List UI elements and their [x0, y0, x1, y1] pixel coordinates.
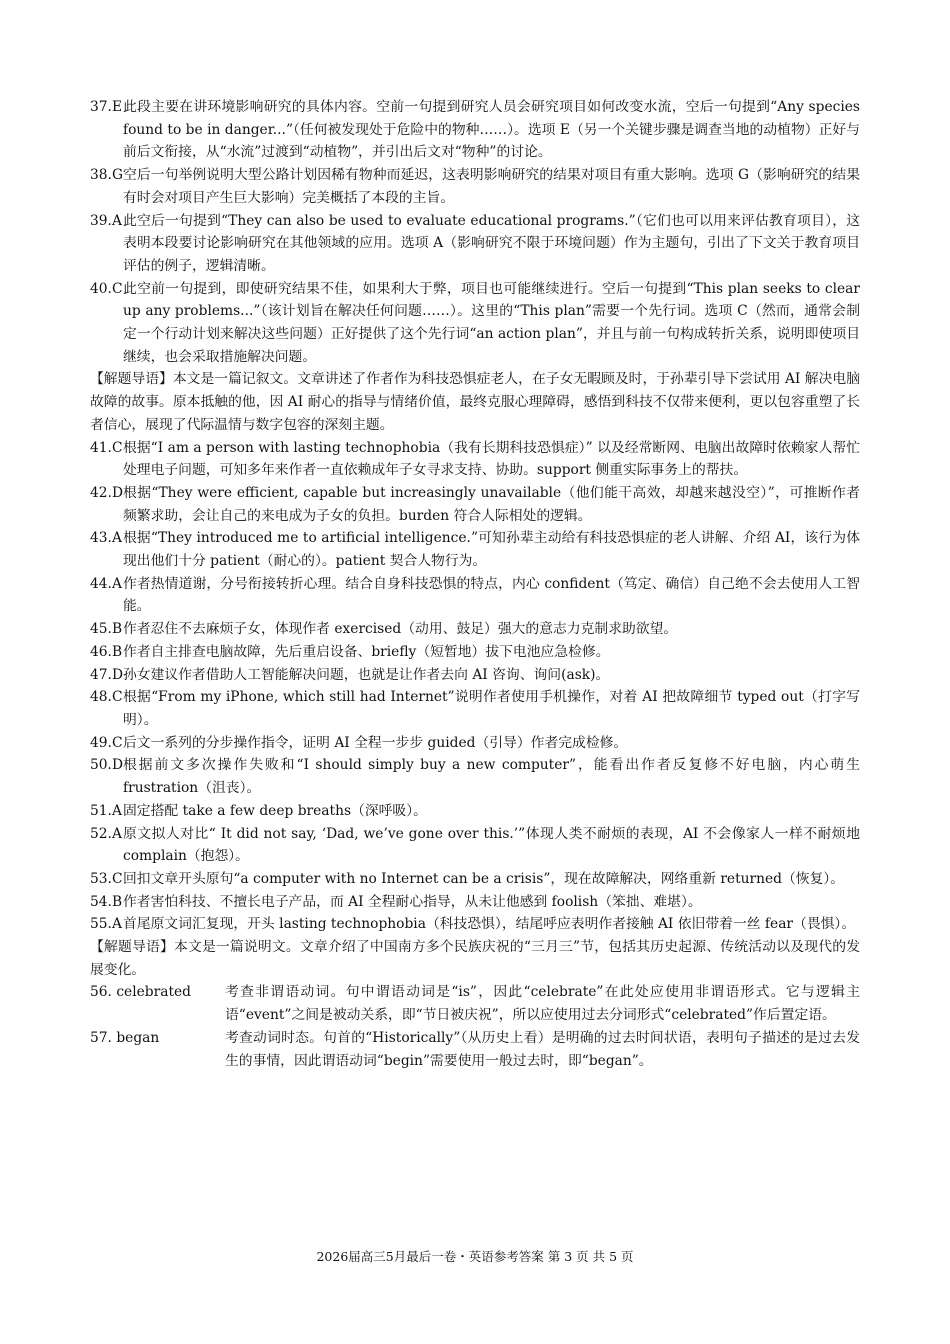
answer-item-51: [90, 800, 860, 823]
answer-number: 46.B: [90, 643, 123, 660]
answer-item-45: [90, 618, 860, 641]
answer-explanation: 考查动词时态。句首的“Historically”（从历史上看）是明确的过去时间状语，表明句子描述的是过去发生的事情，因此谓语动词“begin”需要使用一般过去时，即“began”。: [225, 1029, 860, 1069]
answer-item-54: [90, 891, 860, 914]
answer-item-48: [90, 686, 860, 731]
answer-item-50: [90, 754, 860, 799]
answer-number: 43.A: [90, 530, 122, 547]
answer-item-53: [90, 868, 860, 891]
answer-item-47: [90, 664, 860, 687]
answer-number: 39.A: [90, 212, 122, 229]
answer-explanation: 作者自主排查电脑故障，先后重启设备、briefly（短暂地）拔下电池应急检修。: [123, 643, 610, 660]
answer-explanation: 根据“They were efficient, capable but increasingly unavailable（他们能干高效，却越来越没空）”，可推断作者频繁求助，会让自己的来电成为子女的负担。burden 符合人际相处的逻辑。: [123, 484, 860, 524]
answer-item-43: [90, 527, 860, 572]
answer-explanation: 固定搭配 take a few deep breaths（深呼吸）。: [123, 802, 427, 819]
answer-item-39: [90, 210, 860, 278]
answer-item-37: [90, 96, 860, 164]
answer-number: 45.B: [90, 621, 123, 638]
answer-explanation: 此空前一句提到，即使研究结果不佳，如果利大于弊，项目也可能继续进行。空后一句提到“This plan seeks to clear up any problems...”（该计划旨在解决任何问题……）。这里的“This plan”需要一个先行词。选项 C（然而，通常会制定一个行动计划来解决这些问题）正好提供了这个先行词“an action plan”，并且与前一句构成转折关系，说明即使项目继续，也会采取措施解决问题。: [123, 280, 860, 365]
answer-number: 38.G: [90, 167, 123, 184]
passage-guide-expository: 【解题导语】本文是一篇说明文。文章介绍了中国南方多个民族庆祝的“三月三”节，包括其历史起源、传统活动以及现代的发展变化。: [90, 939, 860, 978]
answer-content: [90, 96, 860, 1072]
answer-number: 51.A: [90, 802, 122, 819]
answer-item-40: [90, 278, 860, 369]
answer-item-38: [90, 164, 860, 209]
answer-explanation: 原文拟人对比“ It did not say, ‘Dad, we’ve gone over this.’”体现人类不耐烦的表现，AI 不会像家人一样不耐烦地 complain（抱怨）。: [123, 825, 860, 865]
answer-explanation: 此段主要在讲环境影响研究的具体内容。空前一句提到研究人员会研究项目如何改变水流，空后一句提到“Any species found to be in danger...”（任何被发现处于危险中的物种……）。选项 E（另一个关键步骤是调查当地的动植物）正好与前后文衔接，从“水流”过渡到“动植物”，并引出后文对“物种”的讨论。: [123, 99, 860, 161]
answer-explanation: 根据“I am a person with lasting technophobia（我有长期科技恐惧症）” 以及经常断网、电脑出故障时依赖家人帮忙处理电子问题，可知多年来作者一直依赖成年子女寻求支持、协助。support 侧重实际事务上的帮扶。: [123, 439, 860, 479]
answer-number: 48.C: [90, 689, 123, 706]
answer-number: 42.D: [90, 484, 124, 501]
answer-item-55: [90, 913, 860, 936]
answer-explanation: 孙女建议作者借助人工智能解决问题，也就是让作者去向 AI 咨询、询问(ask)。: [123, 666, 610, 683]
answer-number: 52.A: [90, 825, 122, 842]
answer-number: 49.C: [90, 734, 123, 751]
answer-number: 56. celebrated: [90, 984, 191, 1001]
answer-explanation: 作者害怕科技、不擅长电子产品，而 AI 全程耐心指导，从未让他感到 foolish（笨拙、难堪）。: [123, 893, 702, 910]
answer-explanation: 回扣文章开头原句“a computer with no Internet can be a crisis”，现在故障解决，网络重新 returned（恢复）。: [123, 870, 845, 887]
answer-explanation: 根据前文多次操作失败和“I should simply buy a new computer”，能看出作者反复修不好电脑，内心萌生 frustration（沮丧）。: [123, 757, 860, 797]
answer-number: 44.A: [90, 575, 122, 592]
answer-explanation: 根据“They introduced me to artificial intelligence.”可知孙辈主动给有科技恐惧症的老人讲解、介绍 AI，该行为体现出他们十分 patient（耐心的）。patient 契合人物行为。: [123, 530, 860, 570]
answer-number: 40.C: [90, 280, 123, 297]
answer-number: 55.A: [90, 916, 122, 933]
answer-number: 50.D: [90, 757, 124, 774]
answer-explanation: 空后一句举例说明大型公路计划因稀有物种而延迟，这表明影响研究的结果对项目有重大影响。选项 G（影响研究的结果有时会对项目产生巨大影响）完美概括了本段的主旨。: [123, 167, 860, 206]
answer-number: 57. began: [90, 1029, 160, 1046]
answer-explanation: 根据“From my iPhone, which still had Internet”说明作者使用手机操作，对着 AI 把故障细节 typed out（打字写明）。: [123, 689, 860, 728]
passage-guide-narrative: 【解题导语】本文是一篇记叙文。文章讲述了作者作为科技恐惧症老人，在子女无暇顾及时，于孙辈引导下尝试用 AI 解决电脑故障的故事。原本抵触的他，因 AI 耐心的指导与情绪价值，最终克服心理障碍，感悟到科技不仅带来便利，更以包容重塑了长者信心，展现了代际温情与数字包容的深刻主题。: [90, 371, 860, 433]
answer-item-52: [90, 823, 860, 868]
answer-number: 47.D: [90, 666, 124, 683]
answer-explanation: 此空后一句提到“They can also be used to evaluate educational programs.”（它们也可以用来评估教育项目），这表明本段要讨论影响研究在其他领域的应用。选项 A（影响研究不限于环境问题）作为主题句，引出了下文关于教育项目评估的例子，逻辑清晰。: [123, 212, 860, 274]
answer-item-57: [90, 1027, 860, 1072]
page-footer: 2026届高三5月最后一卷・英语参考答案 第 3 页 共 5 页: [316, 1249, 634, 1264]
answer-explanation: 作者忍住不去麻烦子女，体现作者 exercised（动用、鼓足）强大的意志力克制求助欲望。: [123, 621, 678, 638]
answer-number: 53.C: [90, 870, 123, 887]
answer-number: 54.B: [90, 893, 123, 910]
answer-item-42: [90, 482, 860, 527]
answer-number: 41.C: [90, 439, 123, 456]
answer-item-56: [90, 981, 860, 1026]
answer-number: 37.E: [90, 99, 123, 115]
answer-explanation: 作者热情道谢，分号衔接转折心理。结合自身科技恐惧的特点，内心 confident（笃定、确信）自己绝不会去使用人工智能。: [123, 575, 860, 615]
answer-item-46: [90, 641, 860, 664]
answer-explanation: 首尾原文词汇复现，开头 lasting technophobia（科技恐惧），结尾呼应表明作者接触 AI 依旧带着一丝 fear（畏惧）。: [123, 916, 856, 933]
answer-item-44: [90, 573, 860, 618]
answer-item-49: [90, 732, 860, 755]
answer-explanation: 后文一系列的分步操作指令，证明 AI 全程一步步 guided（引导）作者完成检修。: [123, 734, 628, 751]
answer-item-41: [90, 437, 860, 482]
answer-explanation: 考查非谓语动词。句中谓语动词是“is”，因此“celebrate”在此处应使用非谓语形式。它与逻辑主语“event”之间是被动关系，即“节日被庆祝”，所以应使用过去分词形式“celebrated”作后置定语。: [225, 984, 860, 1024]
